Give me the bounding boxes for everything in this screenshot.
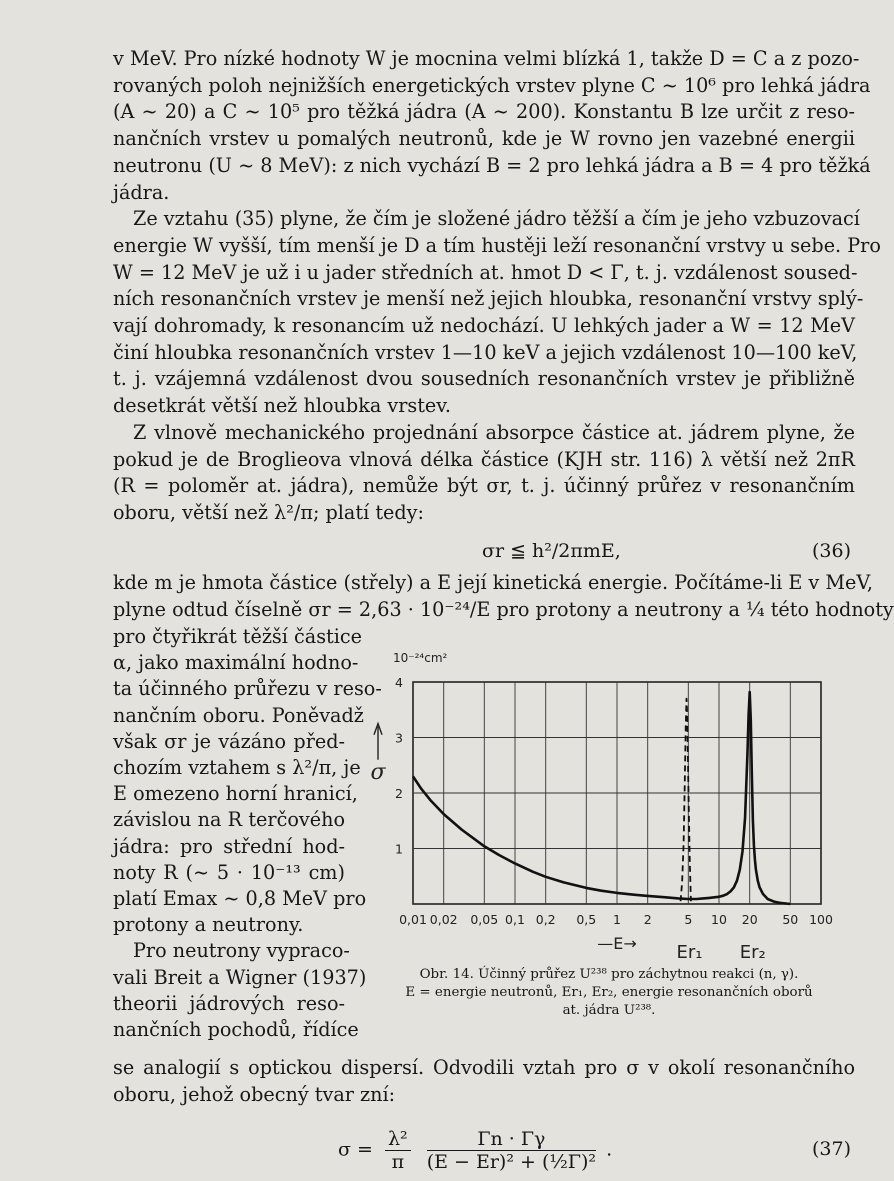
equation-36: σr ≦ h²/2πmE, — [482, 540, 621, 562]
equation-37 — [338, 1128, 612, 1173]
text-line: pokud je de Broglieova vlnová délka částice (KJH str. 116) λ větší než 2πR — [113, 447, 855, 471]
y-unit-label: 10⁻²⁴cm² — [393, 651, 448, 665]
text-line: kde m je hmota částice (střely) a E její kinetická energie. Počítáme-li E v MeV, — [113, 571, 873, 594]
x-tick-label: 1 — [613, 912, 621, 927]
caption-line-2: E = energie neutronů, Er₁, Er₂, energie resonančních oborů — [405, 985, 813, 1000]
text-line: oboru, větší než λ²/π; platí tedy: — [113, 500, 424, 524]
text-line: plyne odtud číselně σr = 2,63 · 10⁻²⁴/E pro protony a neutrony a ¼ této hodnoty — [113, 597, 894, 621]
text-line: Ze vztahu (35) plyne, že čím je složené jádro těžší a čím je jeho vzbuzovací — [133, 207, 860, 231]
x-tick-label: 0,2 — [535, 912, 556, 927]
text-line: oboru, jehož obecný tvar zní: — [113, 1082, 396, 1106]
text-line: vají dohromady, k resonancím už nedochází. U lehkých jader a W = 12 MeV — [113, 314, 855, 337]
cross-section-chart — [358, 642, 858, 963]
y-tick-label: 4 — [395, 675, 403, 690]
x-axis-label: —E→ — [597, 934, 637, 953]
text-line: ních resonančních vrstev je menší než jejich hloubka, resonanční vrstvy splý- — [113, 287, 864, 311]
equation-37-number: (37) — [811, 1138, 851, 1160]
series-line-2 — [681, 699, 691, 902]
text-line: α, jako maximální hodno- — [113, 651, 359, 675]
x-tick-label: 20 — [741, 912, 758, 927]
text-line: neutronu (U ~ 8 MeV): z nich vychází B = 2 pro lehká jádra a B = 4 pro těžká — [113, 153, 871, 177]
caption-line-3: at. jádra U²³⁸. — [562, 1003, 656, 1018]
text-line: jádra: pro střední hod- — [113, 834, 345, 858]
text-line: (R = poloměr at. jádra), nemůže být σr, t. j. účinný průřez v resonančním — [113, 474, 855, 498]
text-line: (A ~ 20) a C ~ 10⁵ pro těžká jádra (A ~ 200). Konstantu B lze určit z reso- — [113, 100, 855, 124]
y-tick-label: 1 — [395, 841, 403, 857]
y-axis-label: σ — [370, 760, 386, 786]
equation-37-end: . — [606, 1138, 613, 1161]
text-line: jádra. — [113, 180, 170, 204]
y-tick-label: 2 — [395, 786, 403, 801]
text-line: vali Breit a Wigner (1937) — [113, 965, 367, 989]
text-line: noty R (~ 5 · 10⁻¹³ cm) — [113, 860, 345, 884]
figure-14 — [358, 642, 858, 963]
series-line-1 — [413, 692, 790, 904]
text-line: E omezeno horní hranicí, — [113, 782, 358, 806]
text-line: Pro neutrony vypraco- — [133, 939, 350, 963]
x-tick-label: 0,1 — [505, 912, 525, 927]
x-tick-label: 10 — [711, 912, 727, 927]
text-line: theorii jádrových reso- — [113, 991, 345, 1015]
equation-37-frac1-den: π — [391, 1151, 405, 1173]
equation-37-lhs: σ = — [338, 1138, 373, 1161]
text-line: t. j. vzájemná vzdálenost dvou sousedních resonančních vrstev je přibližně — [113, 367, 855, 391]
text-line: platí Emax ~ 0,8 MeV pro — [113, 887, 367, 910]
x-tick-label: 0,05 — [470, 912, 499, 927]
text-line: desetkrát větší než hloubka vrstev. — [113, 394, 451, 418]
figure-caption — [366, 966, 852, 1020]
text-line: Z vlnově mechanického projednání absorpce částice at. jádrem plyne, že — [133, 420, 855, 444]
equation-37-frac2-num: Γn · Γγ — [427, 1128, 596, 1151]
text-line: nančních pochodů, řídíce — [113, 1018, 359, 1041]
text-line: však σr je vázáno před- — [113, 729, 345, 753]
text-line: chozím vztahem s λ²/π, je — [113, 756, 361, 779]
x-tick-label: 2 — [643, 912, 652, 927]
x-tick-label: 0,5 — [576, 912, 597, 927]
text-line: závislou na R terčového — [113, 808, 345, 832]
x-tick-label: 50 — [782, 912, 799, 927]
resonance-label: Er₂ — [739, 942, 766, 963]
text-line: energie W vyšší, tím menší je D a tím hustěji leží resonanční vrstvy u sebe. Pro — [113, 233, 881, 257]
text-line: se analogií s optickou dispersí. Odvodili vztah pro σ v okolí resonančního — [113, 1056, 855, 1079]
text-line: v MeV. Pro nízké hodnoty W je mocnina velmi blízká 1, takže D = C a z pozo- — [113, 47, 860, 70]
equation-37-frac1-num: λ² — [385, 1128, 411, 1151]
resonance-label: Er₁ — [676, 942, 703, 963]
text-line: rovaných poloh nejnižších energetických vrstev plyne C ~ 10⁶ pro lehká jádra — [113, 73, 871, 97]
x-tick-label: 0,01 — [399, 912, 427, 927]
x-tick-label: 0,02 — [429, 912, 458, 927]
text-line: W = 12 MeV je už i u jader středních at. hmot D < Γ, t. j. vzdálenost soused- — [113, 260, 858, 284]
text-line: nančním oboru. Poněvadž — [113, 703, 364, 727]
equation-37-frac2-den: (E − Er)² + (½Γ)² — [426, 1151, 597, 1173]
equation-36-number: (36) — [811, 540, 851, 562]
text-line: protony a neutrony. — [113, 913, 304, 937]
text-line: pro čtyřikrát těžší částice — [113, 625, 362, 648]
y-tick-label: 3 — [395, 730, 403, 746]
text-line: nančních vrstev u pomalých neutronů, kde je W rovno jen vazebné energii — [113, 127, 855, 151]
x-tick-label: 100 — [809, 912, 833, 927]
text-line: ta účinného průřezu v reso- — [113, 677, 382, 701]
x-tick-label: 5 — [684, 912, 693, 927]
caption-line-1: Obr. 14. Účinný průřez U²³⁸ pro záchytnou reakci (n, γ). — [419, 967, 799, 982]
text-line: činí hloubka resonančních vrstev 1—10 keV a jejich vzdálenost 10—100 keV, — [113, 340, 858, 364]
